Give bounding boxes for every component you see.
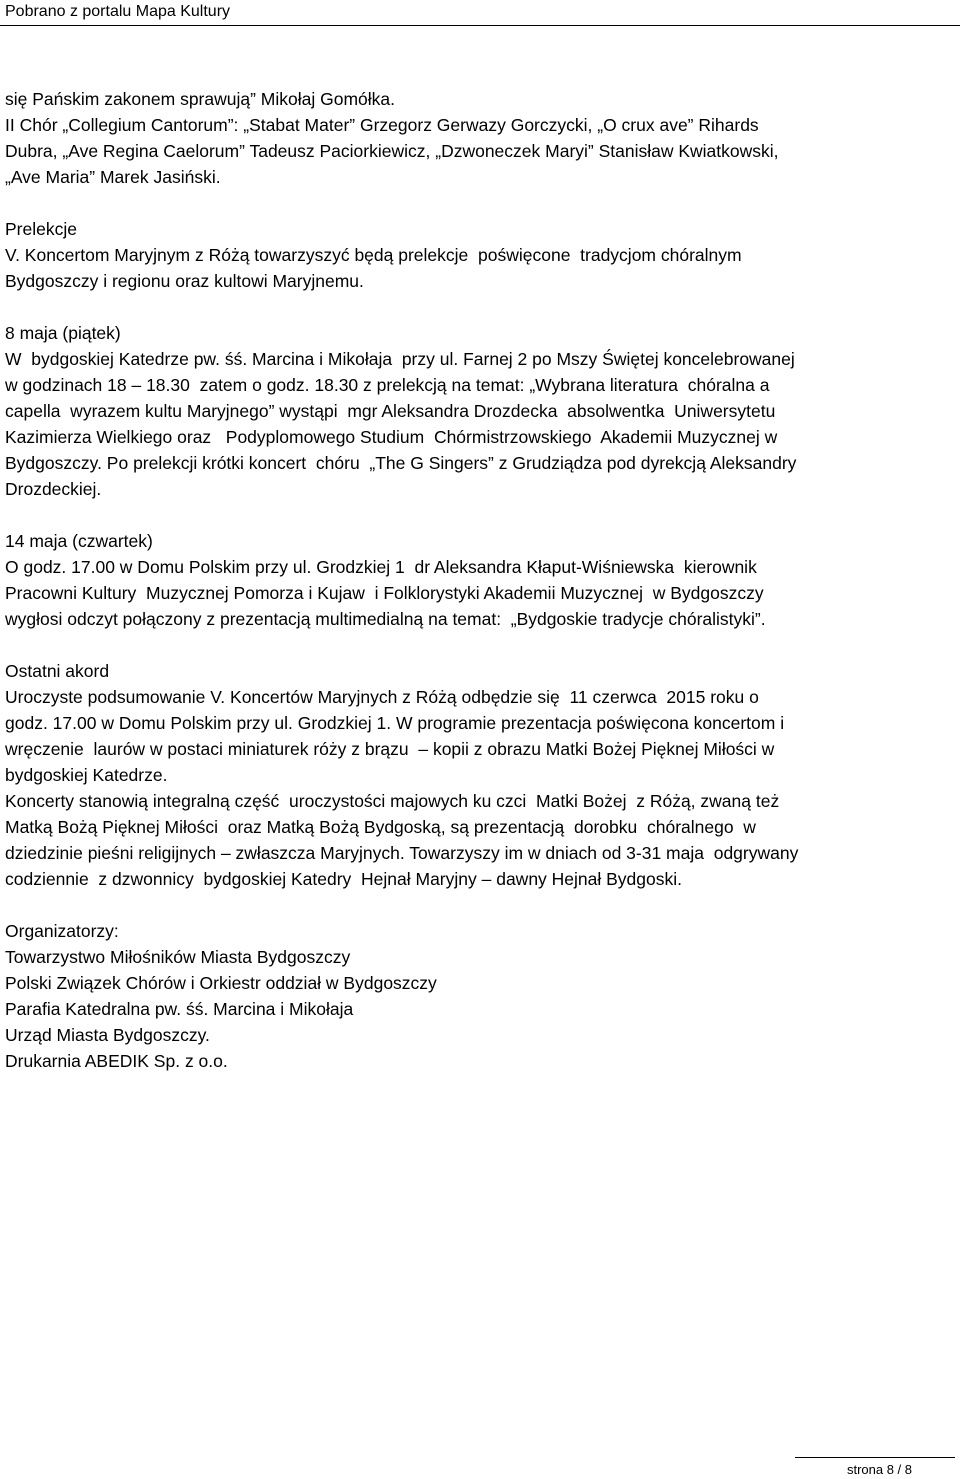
section-heading-ostatni-akord: Ostatni akord xyxy=(5,661,110,681)
section-heading-organizatorzy: Organizatorzy: xyxy=(5,921,119,941)
footer-divider xyxy=(795,1457,955,1458)
body-line: codziennie z dzwonnicy bydgoskiej Katedry Hejnał Maryjny – dawny Hejnał Bydgoski. xyxy=(5,869,683,889)
body-line: godz. 17.00 w Domu Polskim przy ul. Grodzkiej 1. W programie prezentacja poświęcona koncertom i xyxy=(5,713,785,733)
body-line: Pracowni Kultury Muzycznej Pomorza i Kujaw i Folklorystyki Akademii Muzycznej w Bydgoszczy xyxy=(5,583,764,603)
body-line: capella wyrazem kultu Maryjnego” wystąpi mgr Aleksandra Drozdecka absolwentka Uniwersytetu xyxy=(5,401,776,421)
organizer-item: Polski Związek Chórów i Orkiestr oddział w Bydgoszczy xyxy=(5,973,437,993)
date-heading: 14 maja (czwartek) xyxy=(5,531,153,551)
organizer-item: Urząd Miasta Bydgoszczy. xyxy=(5,1025,210,1045)
body-line: dziedzinie pieśni religijnych – zwłaszcza Maryjnych. Towarzyszy im w dniach od 3-31 maja odgrywany xyxy=(5,843,799,863)
blank-line xyxy=(5,632,945,658)
organizer-item: Parafia Katedralna pw. śś. Marcina i Mikołaja xyxy=(5,999,354,1019)
body-line: wygłosi odczyt połączony z prezentacją multimedialną na temat: „Bydgoskie tradycje chóralistyki”. xyxy=(5,609,766,629)
body-line: Bydgoszczy i regionu oraz kultowi Maryjnemu. xyxy=(5,271,364,291)
blank-line xyxy=(5,190,945,216)
body-line: Bydgoszczy. Po prelekcji krótki koncert chóru „The G Singers” z Grudziądza pod dyrekcją Aleksandry xyxy=(5,453,797,473)
organizer-item: Towarzystwo Miłośników Miasta Bydgoszczy xyxy=(5,947,351,967)
body-line: II Chór „Collegium Cantorum”: „Stabat Mater” Grzegorz Gerwazy Gorczycki, „O crux ave” Rihards xyxy=(5,115,759,135)
section-heading-prelekcje: Prelekcje xyxy=(5,219,77,239)
page-header xyxy=(0,0,960,26)
body-line: „Ave Maria” Marek Jasiński. xyxy=(5,167,221,187)
body-line: O godz. 17.00 w Domu Polskim przy ul. Grodzkiej 1 dr Aleksandra Kłaput-Wiśniewska kierownik xyxy=(5,557,757,577)
body-line: Uroczyste podsumowanie V. Koncertów Maryjnych z Różą odbędzie się 11 czerwca 2015 roku o xyxy=(5,687,759,707)
body-line: Dubra, „Ave Regina Caelorum” Tadeusz Paciorkiewicz, „Dzwoneczek Maryi” Stanisław Kwiatkowski, xyxy=(5,141,779,161)
body-line: bydgoskiej Katedrze. xyxy=(5,765,168,785)
body-line: Koncerty stanowią integralną część uroczystości majowych ku czci Matki Bożej z Różą, zwaną też xyxy=(5,791,780,811)
body-line: Kazimierza Wielkiego oraz Podyplomowego Studium Chórmistrzowskiego Akademii Muzycznej w xyxy=(5,427,778,447)
body-line: Drozdeckiej. xyxy=(5,479,102,499)
date-heading: 8 maja (piątek) xyxy=(5,323,121,343)
body-line: w godzinach 18 – 18.30 zatem o godz. 18.30 z prelekcją na temat: „Wybrana literatura chóralna a xyxy=(5,375,770,395)
header-title: Pobrano z portalu Mapa Kultury xyxy=(5,3,231,20)
body-line: Matką Bożą Pięknej Miłości oraz Matką Bożą Bydgoską, są prezentacją dorobku chóralnego w xyxy=(5,817,756,837)
organizer-item: Drukarnia ABEDIK Sp. z o.o. xyxy=(5,1051,228,1071)
document-body xyxy=(5,86,945,1074)
blank-line xyxy=(5,294,945,320)
body-line: wręczenie laurów w postaci miniaturek róży z brązu – kopii z obrazu Matki Bożej Pięknej Miłości w xyxy=(5,739,775,759)
page-number: strona 8 / 8 xyxy=(846,1462,912,1477)
body-line: W bydgoskiej Katedrze pw. śś. Marcina i Mikołaja przy ul. Farnej 2 po Mszy Świętej koncelebrowanej xyxy=(5,349,795,369)
blank-line xyxy=(5,502,945,528)
body-line: V. Koncertom Maryjnym z Różą towarzyszyć będą prelekcje poświęcone tradycjom chóralnym xyxy=(5,245,742,265)
blank-line xyxy=(5,892,945,918)
body-line: się Pańskim zakonem sprawują” Mikołaj Gomółka. xyxy=(5,89,395,109)
